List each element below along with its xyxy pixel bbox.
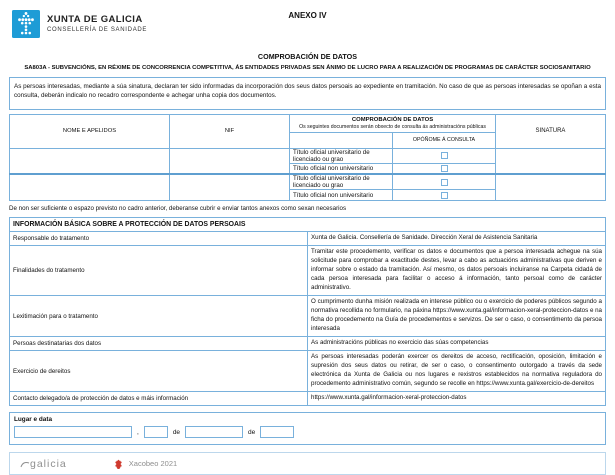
annex-note: De non ser suficiente o espazo previsto no cadro anterior, deberanse cubrir e enviar tantos anexos como sexan necesarios: [9, 205, 347, 213]
oppose-checkbox[interactable]: [441, 192, 448, 199]
year-input[interactable]: [260, 426, 294, 438]
privacy-value: As administracións públicas no exercicio das súas competencias: [308, 337, 606, 351]
de-label-1: de: [172, 429, 181, 437]
xunta-logo-icon: [12, 10, 40, 38]
check-table-row: [10, 148, 606, 163]
privacy-row: [10, 246, 606, 296]
page-header: [0, 0, 615, 44]
document-label: Título oficial non universitario: [290, 190, 393, 201]
privacy-row: [10, 232, 606, 246]
org-dept: CONSELLERÍA DE SANIDADE: [47, 27, 148, 33]
privacy-row: [10, 351, 606, 392]
brand-text: [47, 10, 147, 33]
privacy-title: INFORMACIÓN BÁSICA SOBRE A PROTECCIÓN DE DATOS PERSOAIS: [10, 218, 606, 232]
col-header-oponome: OPÓÑOME Á CONSULTA: [393, 132, 496, 148]
document-label: Título oficial non universitario: [290, 163, 393, 174]
check-table-row: [10, 174, 606, 190]
galicia-wordmark: galicia: [30, 457, 67, 470]
xacobeo-hand-icon: [112, 457, 125, 470]
page-title: COMPROBACIÓN DE DATOS: [257, 52, 358, 61]
comprobacion-title: COMPROBACIÓN DE DATOS: [351, 116, 434, 123]
privacy-label: Exercicio de dereitos: [10, 351, 308, 392]
document-label: Título oficial universitario de licenciado ou grao: [290, 174, 393, 190]
oppose-checkbox[interactable]: [441, 152, 448, 159]
xacobeo-logo: [112, 457, 177, 470]
col-header-nif: NIF: [170, 114, 290, 148]
privacy-value: Tramitar este procedemento, verificar os datos e documentos que a persoa interesada achegue na súa solicitude para comprobar a exactitude destes, levar a cabo as actuacións administrativas que deriven e informar sobre o estado da tramitación. Así mesmo, os datos persoais incluiranse na Carpeta cidadá de cada persoa interesada para facilitar o acceso á información, tanto persoal como de carácter administrativo.: [308, 246, 606, 296]
privacy-label: Contacto delegado/a de protección de datos e máis información: [10, 392, 308, 406]
annex-label: ANEXO IV: [288, 11, 327, 20]
place-input[interactable]: [14, 426, 132, 438]
privacy-row: [10, 337, 606, 351]
document-label: Título oficial universitario de licenciado ou grao: [290, 148, 393, 163]
col-header-sinatura: SINATURA: [496, 114, 606, 148]
oppose-cell: [393, 148, 496, 163]
privacy-row: [10, 296, 606, 337]
galicia-swoosh-icon: [20, 459, 30, 468]
sinatura-cell[interactable]: [496, 174, 606, 201]
galicia-logo: [20, 458, 67, 470]
oppose-checkbox[interactable]: [441, 179, 448, 186]
privacy-label: Finalidades do tratamento: [10, 246, 308, 296]
doc-column-spacer: [290, 132, 393, 148]
oppose-cell: [393, 163, 496, 174]
day-input[interactable]: [144, 426, 168, 438]
comma-separator: ,: [137, 429, 139, 437]
privacy-value: Xunta de Galicia. Consellería de Sanidade. Dirección Xeral de Asistencia Sanitaria: [308, 232, 606, 246]
privacy-table: [9, 217, 606, 406]
month-input[interactable]: [185, 426, 243, 438]
sinatura-cell[interactable]: [496, 148, 606, 174]
nif-cell[interactable]: [170, 174, 290, 201]
oppose-checkbox[interactable]: [441, 165, 448, 172]
privacy-row: [10, 392, 606, 406]
privacy-value: As persoas interesadas poderán exercer os dereitos de acceso, rectificación, oposición, limitación e supresión dos seus datos ou retirar, de ser o caso, o consentimento outorgado a través da sede electrónica da Xunta de Galicia ou nos lugares e rexistros establecidos na normativa reguladora do procedemento administrativo común, segundo se recolle en https://www.xunta.gal/exercicio-de-dereitos: [308, 351, 606, 392]
check-table-header-row: [10, 114, 606, 132]
privacy-value: https://www.xunta.gal/informacion-xeral-proteccion-datos: [308, 392, 606, 406]
privacy-label: Lexitimación para o tratamento: [10, 296, 308, 337]
col-header-nome: NOME E APELIDOS: [10, 114, 170, 148]
col-header-comprobacion: [290, 114, 496, 132]
comprobacion-subtitle: Os seguintes documentos serán obxecto de consulta ás administracións públicas: [299, 123, 486, 130]
place-and-date-label: Lugar e data: [14, 416, 52, 424]
page-footer: [9, 452, 606, 475]
oppose-cell: [393, 174, 496, 190]
privacy-value: O cumprimento dunha misión realizada en interese público ou o exercicio de poderes públicos segundo a normativa recollida no formulario, na páxina https://www.xunta.gal/informacion-xeral-proteccion-datos e na ficha do procedemento na Guía de procedementos e servizos. De ser o caso, o consentimento da persoa interesada: [308, 296, 606, 337]
oppose-cell: [393, 190, 496, 201]
nome-cell[interactable]: [10, 174, 170, 201]
nome-cell[interactable]: [10, 148, 170, 174]
place-and-date-row: [14, 426, 601, 438]
privacy-label: Responsable do tratamento: [10, 232, 308, 246]
place-and-date-section: [9, 412, 606, 445]
nif-cell[interactable]: [170, 148, 290, 174]
de-label-2: de: [248, 429, 256, 437]
procedure-title: SA803A - SUBVENCIÓNS, EN RÉXIME DE CONCORRENCIA COMPETITIVA, ÁS ENTIDADES PRIVADAS SEN ÁNIMO DE LUCRO PARA A REALIZACIÓN DE PROGRAMAS DE CARÁCTER SOCIOSANITARIO: [24, 65, 591, 71]
privacy-title-row: [10, 218, 606, 232]
intro-text: As persoas interesadas, mediante a súa sinatura, declaran ter sido informadas da incorporación dos seus datos persoais ao expediente en tramitación. No caso de que as persoas interesadas se opoñan a esta consulta, deberán indicalo no recadro correspondente e achegar unha copia dos documentos.: [9, 77, 606, 110]
data-check-table: [9, 114, 606, 202]
privacy-label: Persoas destinatarias dos datos: [10, 337, 308, 351]
xacobeo-label: Xacobeo 2021: [128, 459, 178, 469]
org-name: XUNTA DE GALICIA: [47, 14, 143, 25]
